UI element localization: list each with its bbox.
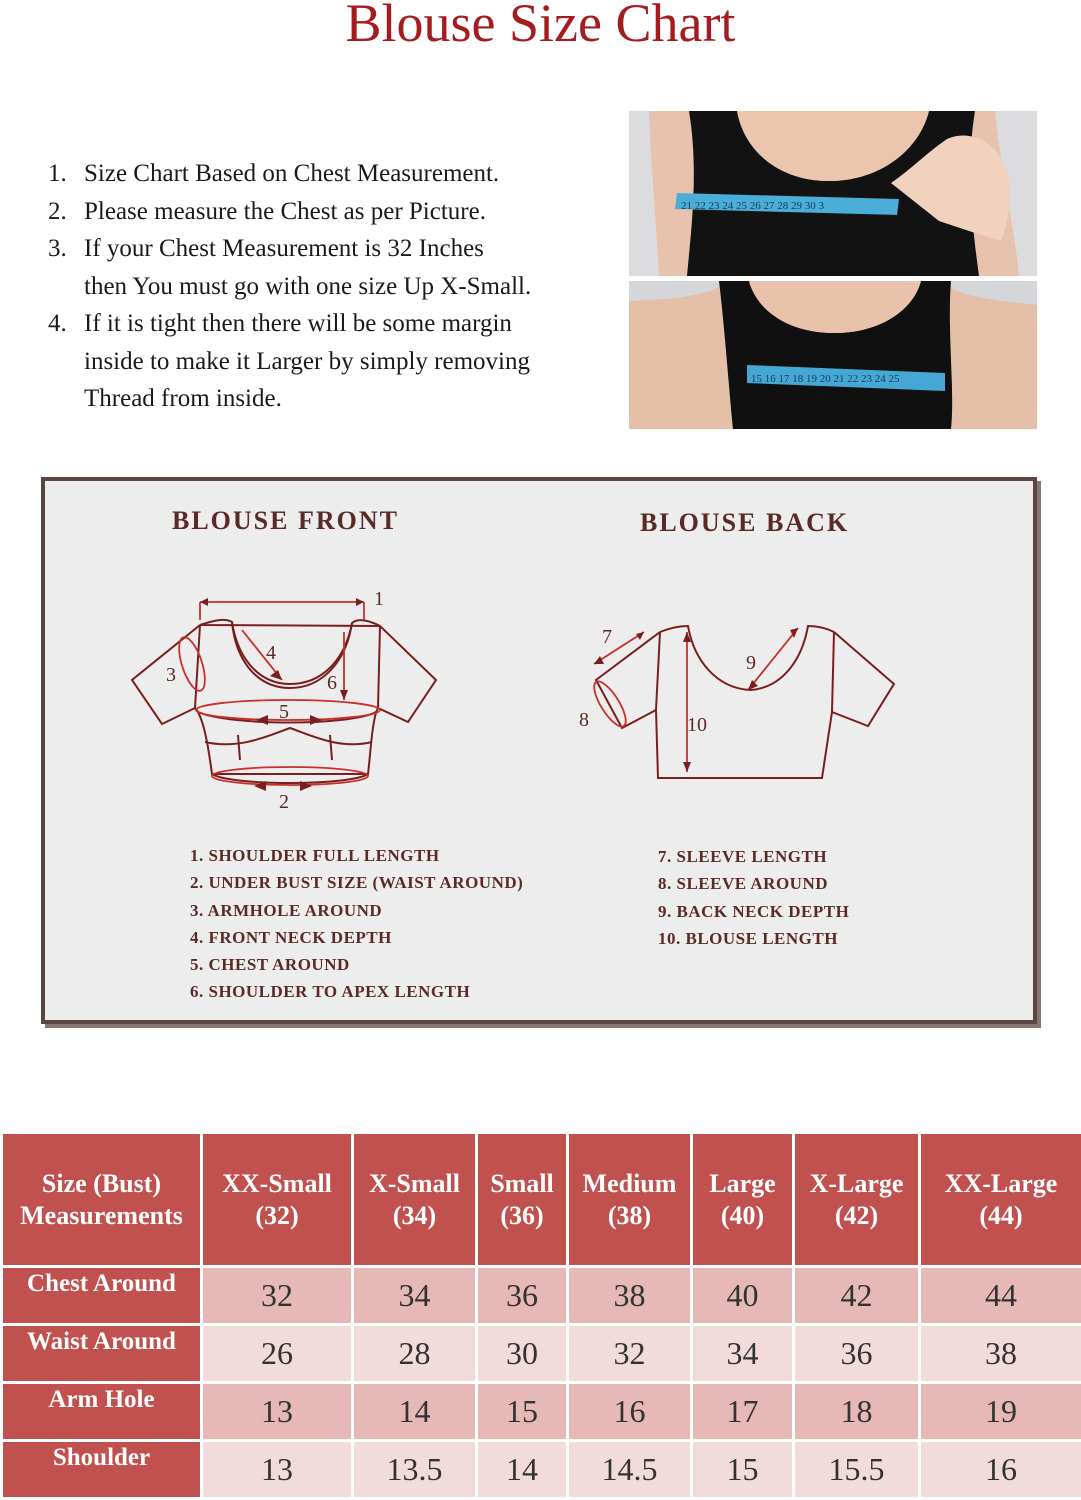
table-cell: 44 xyxy=(920,1267,1081,1325)
size-name: XX-Large xyxy=(944,1168,1058,1198)
row-label: Shoulder xyxy=(2,1441,202,1499)
table-cell: 15 xyxy=(692,1441,794,1499)
size-header-cell xyxy=(794,1133,920,1267)
table-row xyxy=(2,1267,1081,1325)
instruction-number: 3. xyxy=(48,235,67,262)
size-header-cell xyxy=(202,1133,353,1267)
size-bust: (38) xyxy=(607,1200,652,1230)
table-cell: 32 xyxy=(202,1267,353,1325)
back-marker-9: 9 xyxy=(746,652,756,674)
table-cell: 15 xyxy=(477,1383,568,1441)
size-bust: (32) xyxy=(255,1200,299,1230)
table-cell: 34 xyxy=(353,1267,477,1325)
legend-item: 6. SHOULDER TO APEX LENGTH xyxy=(190,982,471,1002)
page-title: Blouse Size Chart xyxy=(345,0,736,53)
table-cell: 28 xyxy=(353,1325,477,1383)
header-label-line: Size (Bust) xyxy=(41,1168,162,1198)
table-row xyxy=(2,1325,1081,1383)
instruction-line: inside to make it Larger by simply removing xyxy=(84,347,530,375)
size-header-cell xyxy=(920,1133,1081,1267)
table-row xyxy=(2,1441,1081,1499)
table-cell: 36 xyxy=(477,1267,568,1325)
instruction-item xyxy=(44,230,614,305)
size-table xyxy=(0,1131,1081,1500)
size-header-cell xyxy=(353,1133,477,1267)
row-label: Chest Around xyxy=(2,1267,202,1325)
size-name: Medium xyxy=(582,1168,677,1198)
front-marker-2: 2 xyxy=(279,791,289,813)
legend-item: 8. SLEEVE AROUND xyxy=(658,874,829,894)
size-bust: (36) xyxy=(500,1200,544,1230)
tape-number-label: 21 22 23 24 25 26 27 28 29 30 3 xyxy=(681,200,824,212)
back-marker-10: 10 xyxy=(687,714,707,736)
table-cell: 18 xyxy=(794,1383,920,1441)
back-legend xyxy=(658,843,849,952)
chest-measurement-photo-top xyxy=(629,111,1037,276)
table-cell: 26 xyxy=(202,1325,353,1383)
instruction-line: Please measure the Chest as per Picture. xyxy=(84,197,486,225)
back-marker-7: 7 xyxy=(602,626,612,648)
table-header-row xyxy=(2,1133,1081,1267)
header-label-cell xyxy=(2,1133,202,1267)
legend-item: 7. SLEEVE LENGTH xyxy=(658,847,828,866)
back-marker-8: 8 xyxy=(579,709,589,731)
table-cell: 32 xyxy=(568,1325,692,1383)
table-cell: 19 xyxy=(920,1383,1081,1441)
table-row xyxy=(2,1383,1081,1441)
table-cell: 38 xyxy=(568,1267,692,1325)
table-cell: 40 xyxy=(692,1267,794,1325)
table-cell: 13.5 xyxy=(353,1441,477,1499)
legend-item: 4. FRONT NECK DEPTH xyxy=(190,927,392,947)
size-name: XX-Small xyxy=(222,1168,332,1198)
legend-item: 9. BACK NECK DEPTH xyxy=(658,901,850,921)
table-cell: 30 xyxy=(477,1325,568,1383)
table-cell: 36 xyxy=(794,1325,920,1383)
blouse-back-heading: BLOUSE BACK xyxy=(640,508,850,537)
size-name: Small xyxy=(490,1168,554,1198)
table-cell: 17 xyxy=(692,1383,794,1441)
chest-measurement-photo-bottom xyxy=(629,281,1037,429)
size-bust: (34) xyxy=(392,1200,437,1230)
front-marker-6: 6 xyxy=(327,672,337,694)
front-legend xyxy=(190,842,523,1006)
blouse-front-diagram xyxy=(120,580,460,820)
table-cell: 42 xyxy=(794,1267,920,1325)
row-label: Waist Around xyxy=(2,1325,202,1383)
instruction-line: Size Chart Based on Chest Measurement. xyxy=(84,160,500,187)
legend-item: 10. BLOUSE LENGTH xyxy=(658,928,838,948)
legend-item: 1. SHOULDER FULL LENGTH xyxy=(190,846,440,865)
table-cell: 15.5 xyxy=(794,1441,920,1499)
size-header-cell xyxy=(692,1133,794,1267)
size-header-cell xyxy=(477,1133,568,1267)
size-name: X-Large xyxy=(809,1168,904,1198)
size-header-cell xyxy=(568,1133,692,1267)
instruction-item xyxy=(44,193,614,231)
instruction-number: 1. xyxy=(48,160,67,187)
instruction-list xyxy=(44,155,614,418)
instruction-line: Thread from inside. xyxy=(84,385,282,412)
instruction-line: If your Chest Measurement is 32 Inches xyxy=(84,235,484,262)
front-marker-3: 3 xyxy=(166,664,176,686)
table-cell: 34 xyxy=(692,1325,794,1383)
size-name: X-Small xyxy=(369,1168,460,1198)
table-cell: 38 xyxy=(920,1325,1081,1383)
table-cell: 14 xyxy=(477,1441,568,1499)
size-name: Large xyxy=(709,1168,776,1198)
front-marker-4: 4 xyxy=(266,642,276,664)
instruction-line: then You must go with one size Up X-Small. xyxy=(84,272,532,300)
instruction-item xyxy=(44,305,614,418)
size-bust: (40) xyxy=(720,1200,765,1230)
size-bust: (44) xyxy=(979,1200,1023,1230)
front-marker-1: 1 xyxy=(374,588,384,610)
table-cell: 14 xyxy=(353,1383,477,1441)
instruction-number: 4. xyxy=(48,310,67,337)
table-cell: 16 xyxy=(568,1383,692,1441)
header-label-line: Measurements xyxy=(20,1200,183,1230)
table-cell: 14.5 xyxy=(568,1441,692,1499)
legend-item: 3. ARMHOLE AROUND xyxy=(190,900,383,920)
size-bust: (42) xyxy=(834,1200,879,1230)
front-marker-5: 5 xyxy=(279,701,289,723)
legend-item: 2. UNDER BUST SIZE (WAIST AROUND) xyxy=(190,873,524,893)
blouse-back-diagram xyxy=(570,610,910,790)
table-cell: 13 xyxy=(202,1441,353,1499)
row-label: Arm Hole xyxy=(2,1383,202,1441)
table-cell: 16 xyxy=(920,1441,1081,1499)
instruction-item xyxy=(44,155,614,193)
instruction-line: If it is tight then there will be some margin xyxy=(84,310,512,337)
tape-number-label: 15 16 17 18 19 20 21 22 23 24 25 xyxy=(751,373,900,385)
table-cell: 13 xyxy=(202,1383,353,1441)
legend-item: 5. CHEST AROUND xyxy=(190,955,350,975)
blouse-front-heading: BLOUSE FRONT xyxy=(172,506,399,535)
instruction-number: 2. xyxy=(48,197,67,225)
